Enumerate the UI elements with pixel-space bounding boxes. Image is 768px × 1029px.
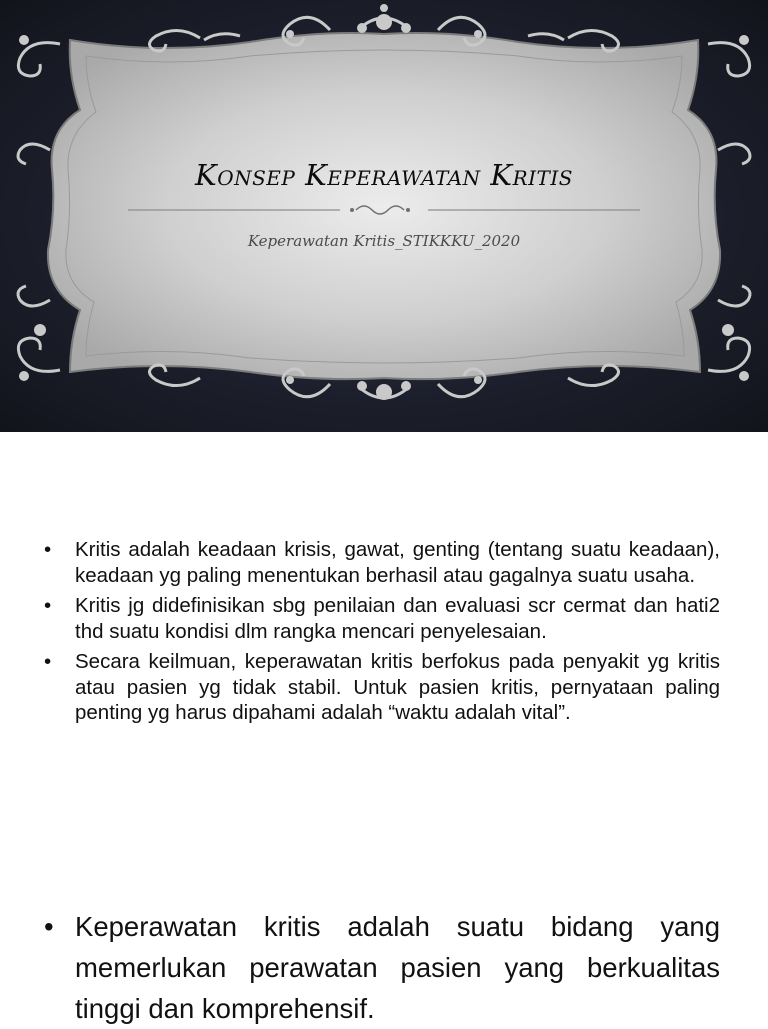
top-crest bbox=[286, 4, 482, 38]
list-item bbox=[44, 649, 720, 726]
bullet-text: Kritis jg didefinisikan sbg penilaian dan evaluasi scr cermat dan hati2 thd suatu kondisi dlm rangka mencari penyelesaian. bbox=[75, 594, 720, 643]
bullet-text: Secara keilmuan, keperawatan kritis berfokus pada penyakit yg kritis atau pasien yg tidak stabil. Untuk pasien kritis, pernyataan paling penting yg harus dipahami adalah “waktu adalah vital”. bbox=[75, 650, 720, 724]
list-item bbox=[44, 906, 720, 1029]
bullet-dot-icon: • bbox=[44, 911, 54, 942]
bullet-dot-icon: • bbox=[44, 538, 52, 561]
bullet-dot-icon: • bbox=[44, 594, 52, 617]
slide-subtitle: Keperawatan Kritis_STIKKKU_2020 bbox=[247, 232, 521, 250]
title-slide bbox=[0, 0, 768, 432]
bullet-dot-icon: • bbox=[44, 650, 52, 673]
bullet-text: Kritis adalah keadaan krisis, gawat, genting (tentang suatu keadaan), keadaan yg paling menentukan berhasil atau gagalnya suatu usaha. bbox=[75, 538, 720, 587]
slide-title: Konsep Keperawatan Kritis bbox=[195, 158, 573, 192]
list-item bbox=[44, 537, 720, 588]
bullet-text: Keperawatan kritis adalah suatu bidang yang memerlukan perawatan pasien yang berkualitas tinggi dan komprehensif. bbox=[75, 911, 720, 1024]
list-item bbox=[44, 593, 720, 644]
title-divider bbox=[128, 202, 640, 218]
large-bullet-list bbox=[44, 906, 720, 1029]
content-slide bbox=[0, 432, 768, 1024]
bullet-list bbox=[44, 537, 720, 731]
